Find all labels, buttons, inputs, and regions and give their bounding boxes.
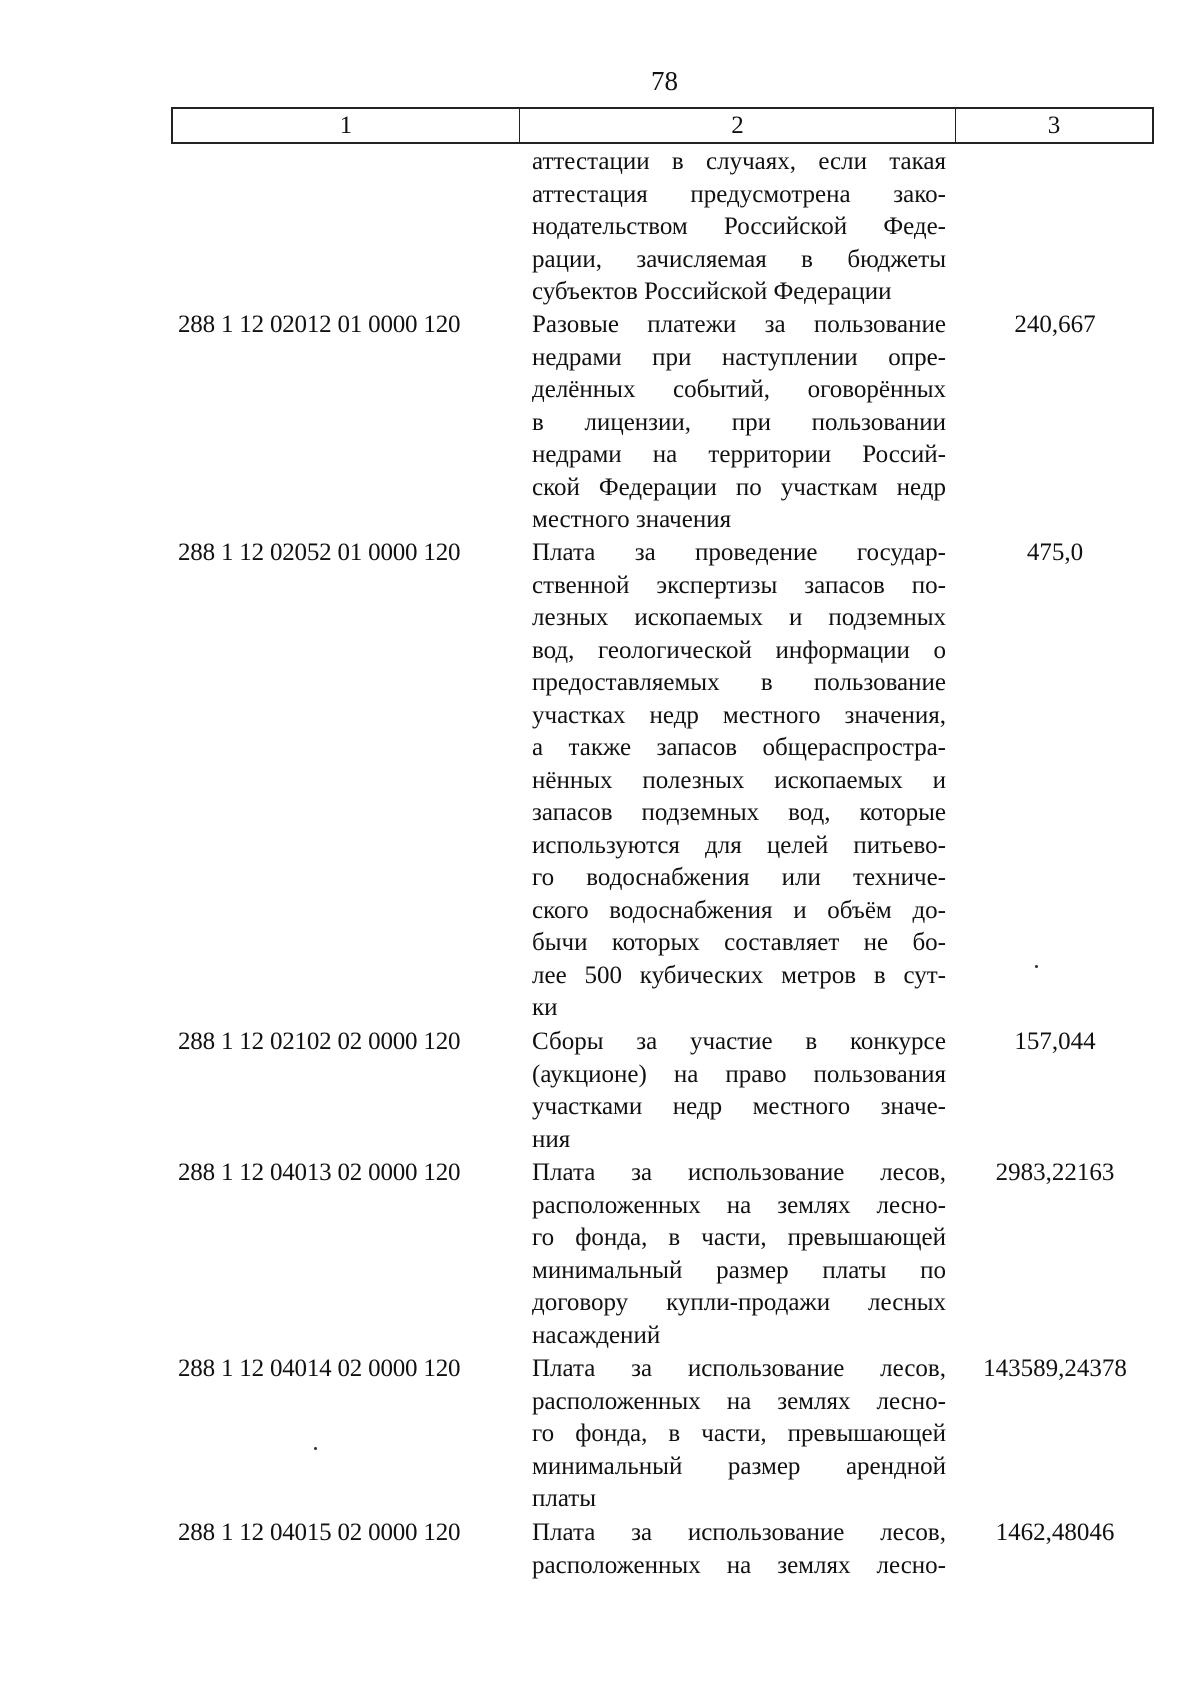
row-description bbox=[532, 1353, 946, 1516]
description-line: субъектов Российской Федерации bbox=[532, 278, 892, 305]
description-line: лезных ископаемых и подземных bbox=[532, 604, 946, 631]
description-line: участками недр местного значе- bbox=[532, 1093, 946, 1120]
description-line: Разовые платежи за пользование bbox=[532, 311, 946, 338]
row-description bbox=[532, 537, 946, 1025]
row-description bbox=[532, 309, 946, 537]
description-line: вод, геологической информации о bbox=[532, 636, 946, 664]
description-line: а также запасов общераспростра- bbox=[532, 734, 946, 761]
description-line: ки bbox=[532, 994, 558, 1021]
description-line: (аукционе) на право пользования bbox=[532, 1060, 946, 1088]
description-line: аттестации в случаях, если такая bbox=[532, 148, 946, 175]
row-description bbox=[532, 146, 946, 309]
description-line: расположенных на землях лесно- bbox=[532, 1191, 946, 1219]
scan-speck bbox=[314, 1447, 317, 1450]
description-line: местного значения bbox=[532, 506, 732, 533]
description-line: Плата за проведение государ- bbox=[532, 539, 946, 566]
description-line: ственной экспертизы запасов по- bbox=[532, 571, 946, 599]
header-col-1: 1 bbox=[173, 109, 520, 142]
description-line: в лицензии, при пользовании bbox=[532, 408, 946, 436]
description-line: лее 500 кубических метров в сут- bbox=[532, 961, 946, 989]
amount-value: 157,044 bbox=[1014, 1028, 1096, 1055]
description-line: нённых полезных ископаемых и bbox=[532, 766, 946, 794]
description-line: бычи которых составляет не бо- bbox=[532, 929, 946, 956]
amount-value: 143589,24378 bbox=[983, 1355, 1127, 1382]
row-description bbox=[532, 1026, 946, 1156]
description-line: недрами при наступлении опре- bbox=[532, 343, 946, 371]
description-line: минимальный размер платы по bbox=[532, 1256, 946, 1284]
description-line: используются для целей питьево- bbox=[532, 831, 946, 859]
description-line: рации, зачисляемая в бюджеты bbox=[532, 245, 946, 273]
description-line: договору купли-продажи лесных bbox=[532, 1289, 946, 1316]
description-line: нодательством Российской Феде- bbox=[532, 213, 946, 240]
description-line: Сборы за участие в конкурсе bbox=[532, 1028, 946, 1055]
description-line: ской Федерации по участкам недр bbox=[532, 473, 946, 501]
amount-value: 240,667 bbox=[1014, 311, 1096, 338]
description-line: ского водоснабжения и объём до- bbox=[532, 896, 946, 924]
description-line: го водоснабжения или техниче- bbox=[532, 864, 946, 891]
budget-code: 288 1 12 02102 02 0000 120 bbox=[178, 1028, 461, 1055]
budget-code: 288 1 12 04013 02 0000 120 bbox=[178, 1159, 461, 1186]
description-line: делённых событий, оговорённых bbox=[532, 376, 946, 403]
budget-code: 288 1 12 02052 01 0000 120 bbox=[178, 539, 461, 566]
row-description bbox=[532, 1517, 946, 1582]
description-line: Плата за использование лесов, bbox=[532, 1519, 946, 1546]
page-number: 78 bbox=[651, 66, 678, 96]
description-line: Плата за использование лесов, bbox=[532, 1159, 946, 1186]
description-line: ния bbox=[532, 1125, 571, 1153]
description-line: минимальный размер арендной bbox=[532, 1452, 946, 1480]
budget-code: 288 1 12 04014 02 0000 120 bbox=[178, 1355, 461, 1382]
description-line: аттестация предусмотрена зако- bbox=[532, 180, 946, 208]
description-line: расположенных на землях лесно- bbox=[532, 1551, 946, 1579]
description-line: насаждений bbox=[532, 1321, 661, 1349]
description-line: Плата за использование лесов, bbox=[532, 1355, 946, 1382]
description-line: платы bbox=[532, 1485, 597, 1512]
scan-speck bbox=[1035, 965, 1038, 968]
description-line: недрами на территории Россий- bbox=[532, 441, 946, 468]
budget-code: 288 1 12 02012 01 0000 120 bbox=[178, 311, 461, 338]
header-col-3: 3 bbox=[1047, 112, 1061, 139]
amount-value: 1462,48046 bbox=[995, 1519, 1115, 1546]
row-description bbox=[532, 1157, 946, 1352]
description-line: го фонда, в части, превышающей bbox=[532, 1224, 946, 1251]
description-line: предоставляемых в пользование bbox=[532, 669, 946, 696]
budget-code: 288 1 12 04015 02 0000 120 bbox=[178, 1519, 461, 1546]
description-line: участках недр местного значения, bbox=[532, 701, 946, 729]
description-line: запасов подземных вод, которые bbox=[532, 799, 946, 826]
amount-value: 2983,22163 bbox=[995, 1159, 1115, 1186]
header-col-2: 2 bbox=[520, 109, 956, 142]
amount-value: 475,0 bbox=[1026, 539, 1084, 566]
description-line: го фонда, в части, превышающей bbox=[532, 1420, 946, 1447]
table-header bbox=[171, 107, 1154, 144]
description-line: расположенных на землях лесно- bbox=[532, 1387, 946, 1415]
